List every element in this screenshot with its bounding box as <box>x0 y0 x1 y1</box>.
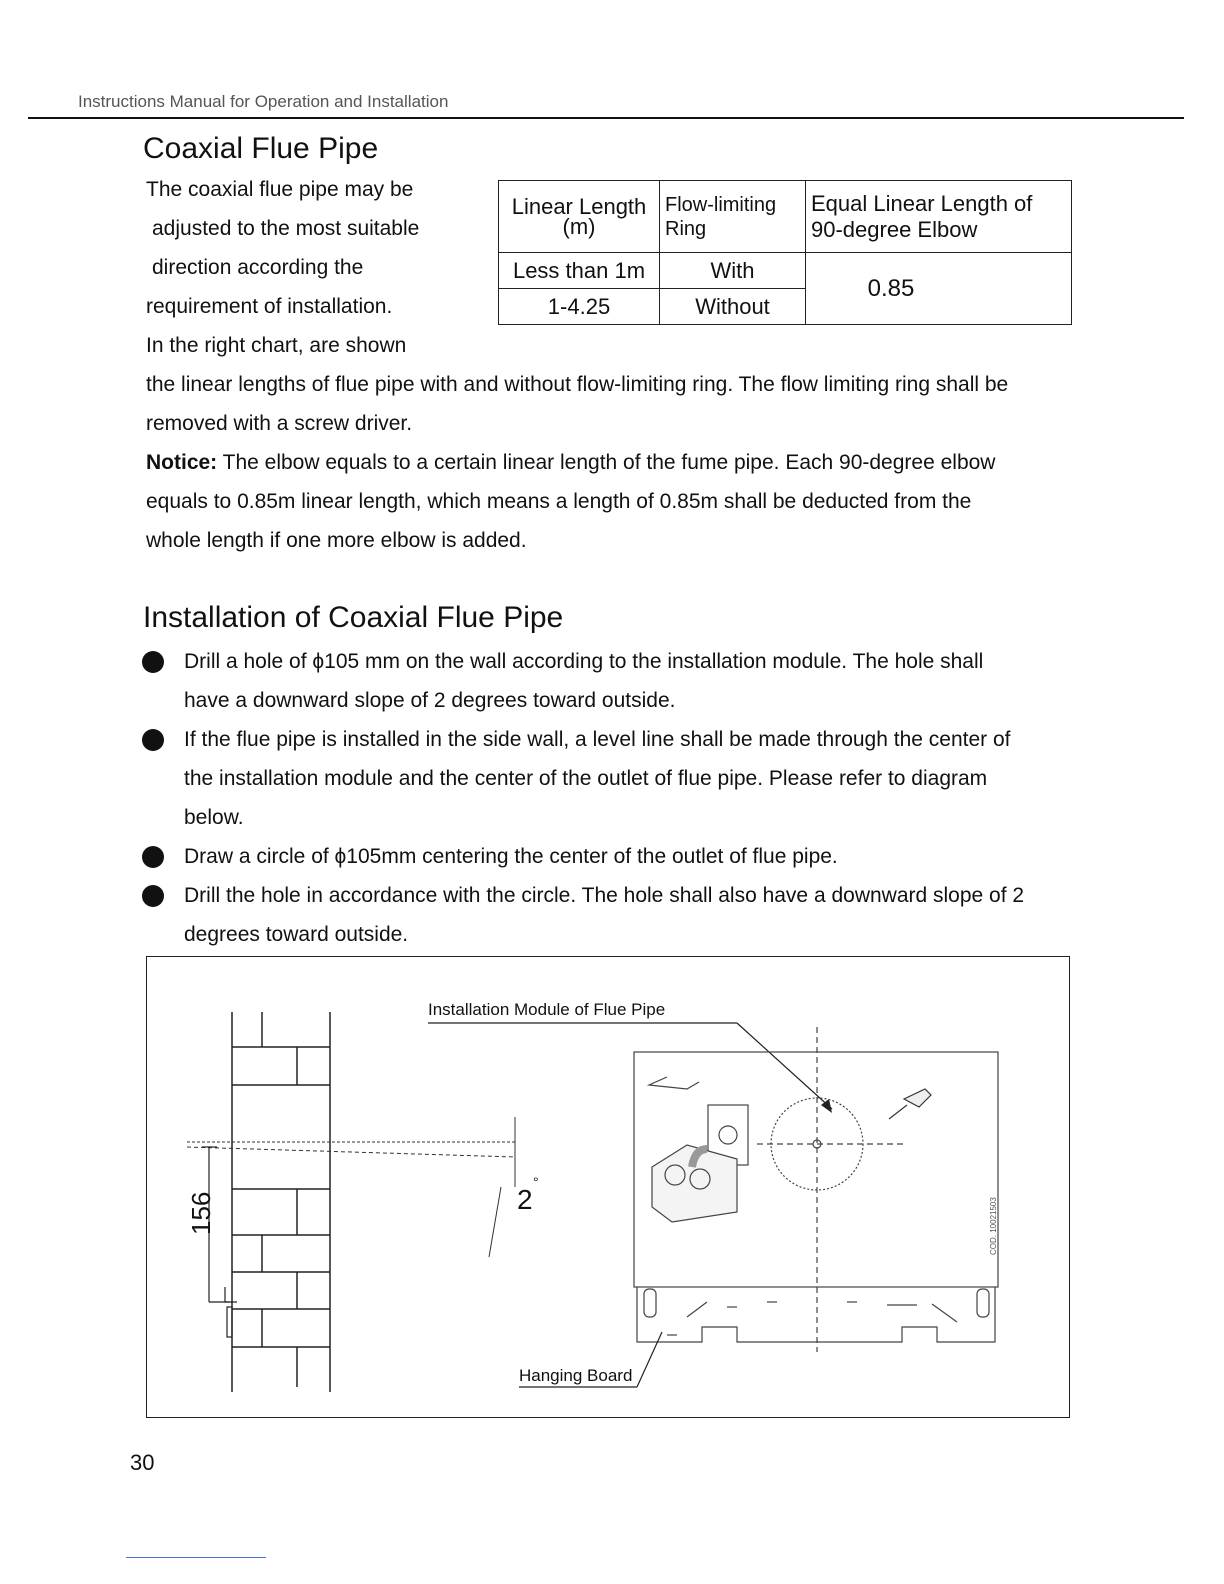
step-line: below. <box>184 806 244 829</box>
notice-text: The elbow equals to a certain linear length of the fume pipe. Each 90-degree elbow <box>217 451 996 474</box>
intro-line: In the right chart, are shown <box>146 334 407 357</box>
installation-module <box>634 1027 998 1352</box>
header-rule <box>28 117 1184 119</box>
table-cell-length: Less than 1m <box>499 253 660 289</box>
bullet-icon <box>142 729 164 751</box>
list-item <box>142 642 1132 720</box>
installation-steps <box>142 642 1132 954</box>
bullet-icon <box>142 846 164 868</box>
section-heading-installation: Installation of Coaxial Flue Pipe <box>143 601 564 634</box>
continued-paragraph <box>146 365 1136 560</box>
table-cell-equal-value: 0.85 <box>806 253 1072 325</box>
section-heading-coaxial: Coaxial Flue Pipe <box>143 132 379 165</box>
table-header-ring <box>660 181 806 253</box>
table-header-text: Flow-limiting <box>665 193 777 216</box>
table-cell-ring: Without <box>660 289 806 325</box>
flue-length-table <box>498 180 1072 325</box>
list-item <box>142 876 1132 954</box>
brick-wall <box>232 1012 330 1392</box>
step-line: If the flue pipe is installed in the side wall, a level line shall be made through the center of <box>184 728 1011 751</box>
intro-line: direction according the <box>152 256 364 279</box>
list-item <box>142 837 1132 876</box>
table-header-linear-length <box>499 181 660 253</box>
footer-link-underline <box>126 1557 266 1558</box>
intro-line: The coaxial flue pipe may be <box>146 178 414 201</box>
table-cell-ring: With <box>660 253 806 289</box>
step-line: Drill a hole of ϕ105 mm on the wall according to the installation module. The hole shall <box>184 650 984 673</box>
table-header-text: Linear Length <box>511 193 647 219</box>
table-header-text: Ring <box>665 217 707 240</box>
dimension-label: 156 <box>186 1191 216 1235</box>
module-code: COD. 10021503 <box>989 1197 998 1255</box>
intro-line: adjusted to the most suitable <box>152 217 420 240</box>
notice-line <box>146 443 1136 482</box>
step-line: the installation module and the center of the outlet of flue pipe. Please refer to diagram <box>184 767 988 790</box>
table-header-text: Equal Linear Length of <box>811 190 1033 216</box>
step-line: Draw a circle of ϕ105mm centering the center of the outlet of flue pipe. <box>184 845 838 868</box>
bullet-icon <box>142 885 164 907</box>
step-line: Drill the hole in accordance with the circle. The hole shall also have a downward slope of 2 <box>184 884 1025 907</box>
hanging-label: Hanging Board <box>519 1366 633 1385</box>
module-label: Installation Module of Flue Pipe <box>428 1000 666 1019</box>
text-line: whole length if one more elbow is added. <box>146 529 527 552</box>
angle-label: 2 <box>517 1184 533 1215</box>
diagram-drawing <box>147 957 1071 1419</box>
installation-diagram <box>146 956 1070 1418</box>
drill-icon <box>889 1089 931 1119</box>
table-header-text: (m) <box>562 213 596 239</box>
intro-paragraph <box>146 170 486 365</box>
table-cell-length: 1-4.25 <box>499 289 660 325</box>
text-line: removed with a screw driver. <box>146 412 413 435</box>
hanging-board <box>637 1287 995 1342</box>
notice-label: Notice: <box>146 451 218 474</box>
list-item <box>142 720 1132 837</box>
page-number: 30 <box>130 1450 155 1475</box>
degree-mark: ° <box>533 1174 539 1190</box>
text-line: the linear lengths of flue pipe with and without flow-limiting ring. The flow limiting ring shall be <box>146 373 1009 396</box>
step-line: degrees toward outside. <box>184 923 409 946</box>
intro-line: requirement of installation. <box>146 295 393 318</box>
step-line: have a downward slope of 2 degrees toward outside. <box>184 689 676 712</box>
bullet-icon <box>142 651 164 673</box>
text-line: equals to 0.85m linear length, which means a length of 0.85m shall be deducted from the <box>146 490 972 513</box>
level-line <box>187 1117 515 1257</box>
running-header: Instructions Manual for Operation and Installation <box>78 92 449 111</box>
table-header-equal-length <box>806 181 1072 253</box>
table-header-text: 90-degree Elbow <box>811 216 978 242</box>
